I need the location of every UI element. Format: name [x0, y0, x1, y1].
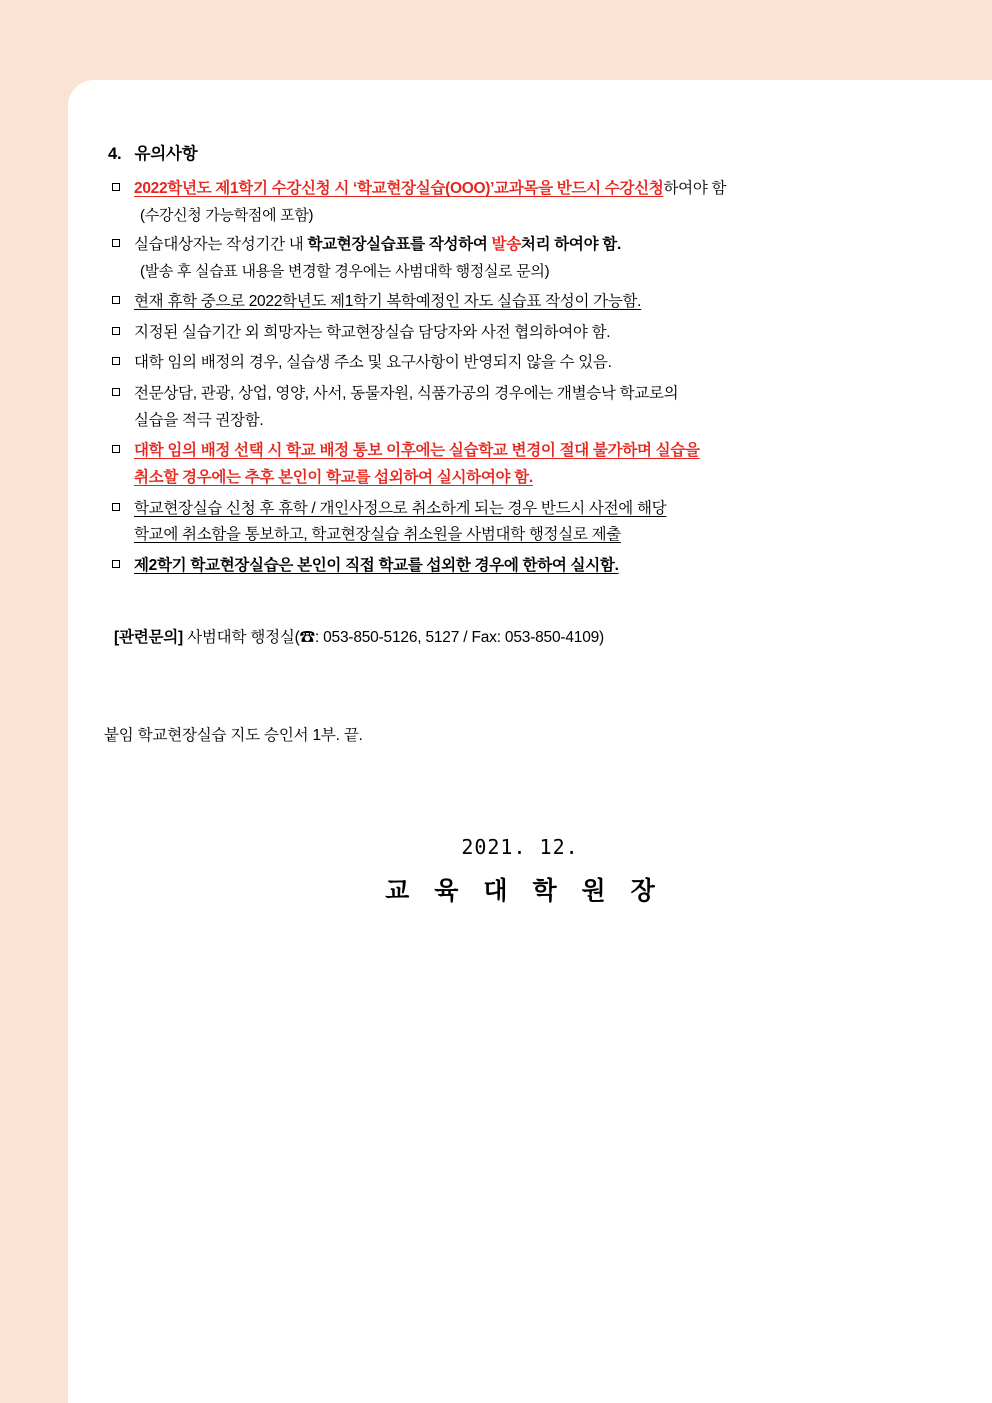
list-item — [88, 496, 952, 549]
note-subline: 학교에 취소함을 통보하고, 학교현장실습 취소원을 사범대학 행정실로 제출 — [134, 526, 621, 544]
checkbox-icon — [112, 503, 120, 511]
note-text-bold: 학교현장실습표를 작성하여 — [307, 236, 492, 254]
attachment-line: 붙임 학교현장실습 지도 승인서 1부. 끝. — [104, 727, 363, 745]
note-subline: 취소할 경우에는 추후 본인이 학교를 섭외하여 실시하여야 함. — [134, 468, 533, 486]
list-item — [88, 438, 952, 491]
contact-tag: [관련문의] — [114, 629, 184, 647]
note-text-bold: 처리 하여야 함. — [520, 236, 621, 254]
contact-text: 사범대학 행정실(☎: 053-850-5126, 5127 / Fax: 053-850-4109) — [183, 629, 604, 647]
signature-office: 교 육 대 학 원 장 — [385, 877, 664, 906]
note-text-emphasis: 2022학년도 제1학기 수강신청 시 ‘학교현장실습(OOO)’교과목을 반드시 수강신청 — [134, 180, 664, 197]
list-item — [88, 553, 952, 580]
note-subline: 실습을 적극 권장함. — [134, 411, 264, 429]
note-text: 하여야 함 — [663, 180, 727, 197]
note-line — [134, 176, 952, 203]
note-text-emphasis: 발송 — [491, 236, 521, 254]
list-item — [88, 320, 952, 347]
signature-block — [88, 835, 952, 907]
signature-date: 2021. 12. — [461, 835, 579, 860]
checkbox-icon — [112, 445, 120, 453]
list-item — [88, 381, 952, 434]
note-subline: (수강신청 가능학점에 포함) — [140, 206, 314, 224]
note-line: 현재 휴학 중으로 2022학년도 제1학기 복학예정인 자도 실습표 작성이 가능함. — [134, 292, 642, 310]
notes-list — [88, 176, 952, 579]
checkbox-icon — [112, 327, 120, 335]
section-heading — [108, 140, 952, 164]
note-text: 실습대상자는 작성기간 내 — [134, 236, 308, 254]
list-item — [88, 289, 952, 316]
list-item — [88, 232, 952, 284]
list-item — [88, 350, 952, 377]
checkbox-icon — [112, 388, 120, 396]
note-subline: (발송 후 실습표 내용을 변경할 경우에는 사범대학 행정실로 문의) — [140, 263, 550, 281]
checkbox-icon — [112, 296, 120, 304]
list-item — [88, 176, 952, 228]
note-line: 대학 임의 배정의 경우, 실습생 주소 및 요구사항이 반영되지 않을 수 있음. — [134, 354, 612, 372]
document-page — [68, 80, 992, 1403]
contact-line — [114, 625, 952, 647]
note-line: 지정된 실습기간 외 희망자는 학교현장실습 담당자와 사전 협의하여야 함. — [134, 323, 611, 341]
note-line: 전문상담, 관광, 상업, 영양, 사서, 동물자원, 식품가공의 경우에는 개별승낙 학교로의 — [134, 384, 679, 402]
section-title-text: 유의사항 — [134, 145, 198, 163]
note-line: 학교현장실습 신청 후 휴학 / 개인사정으로 취소하게 되는 경우 반드시 사전에 해당 — [134, 499, 667, 517]
note-line: 대학 임의 배정 선택 시 학교 배정 통보 이후에는 실습학교 변경이 절대 불가하며 실습을 — [134, 442, 700, 460]
document-content — [68, 80, 992, 907]
note-line: 제2학기 학교현장실습은 본인이 직접 학교를 섭외한 경우에 한하여 실시함. — [134, 556, 619, 574]
checkbox-icon — [112, 239, 120, 247]
checkbox-icon — [112, 560, 120, 568]
checkbox-icon — [112, 357, 120, 365]
note-line — [134, 232, 952, 259]
section-number: 4. — [108, 145, 122, 163]
checkbox-icon — [112, 183, 120, 191]
